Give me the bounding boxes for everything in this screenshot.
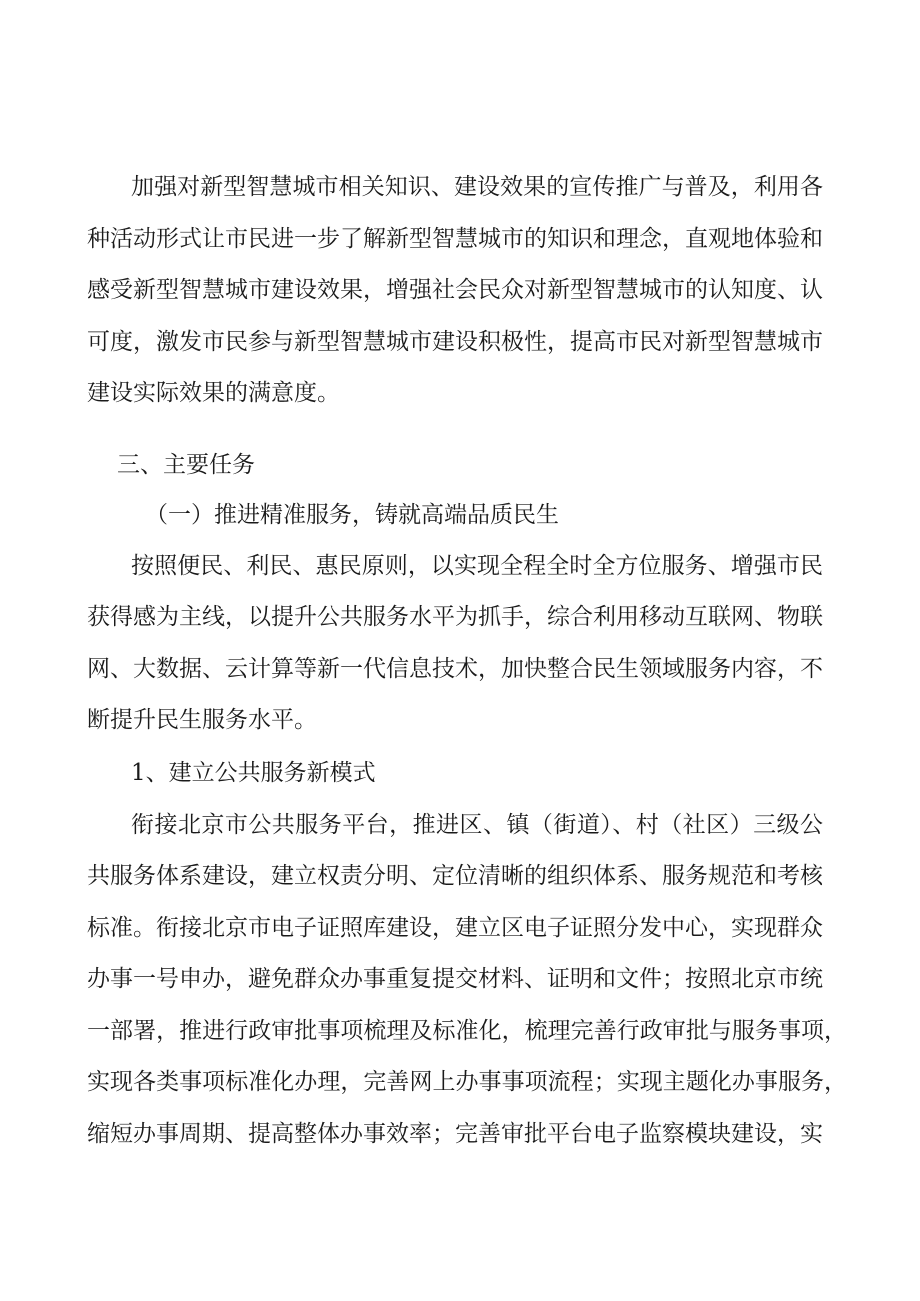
paragraph-line: 可度，激发市民参与新型智慧城市建设积极性，提高市民对新型智慧城市 (87, 329, 823, 355)
paragraph-line: 衔接北京市公共服务平台，推进区、镇（街道）、村（社区）三级公 (131, 812, 823, 838)
paragraph-line: 实现各类事项标准化办理，完善网上办事事项流程；实现主题化办事服务， (87, 1069, 847, 1095)
paragraph-line: 标准。衔接北京市电子证照库建设，建立区电子证照分发中心，实现群众 (87, 915, 823, 941)
paragraph-line: 缩短办事周期、提高整体办事效率；完善审批平台电子监察模块建设，实 (87, 1121, 823, 1147)
paragraph-line: 按照便民、利民、惠民原则，以实现全程全时全方位服务、增强市民 (131, 553, 823, 579)
item-heading: 1、建立公共服务新模式 (131, 760, 376, 786)
paragraph-line: 共服务体系建设，建立权责分明、定位清晰的组织体系、服务规范和考核 (87, 863, 823, 889)
subsection-heading: （一）推进精准服务，铸就高端品质民生 (145, 502, 559, 528)
section-heading: 三、主要任务 (117, 452, 255, 478)
paragraph-line: 断提升民生服务水平。 (87, 707, 317, 733)
paragraph-line: 种活动形式让市民进一步了解新型智慧城市的知识和理念，直观地体验和 (87, 226, 823, 252)
paragraph-line: 一部署，推进行政审批事项梳理及标准化，梳理完善行政审批与服务事项， (87, 1018, 847, 1044)
paragraph-line: 加强对新型智慧城市相关知识、建设效果的宣传推广与普及，利用各 (131, 174, 823, 200)
paragraph-line: 建设实际效果的满意度。 (87, 380, 340, 406)
paragraph-line: 感受新型智慧城市建设效果，增强社会民众对新型智慧城市的认知度、认 (87, 277, 823, 303)
paragraph-line: 获得感为主线，以提升公共服务水平为抓手，综合利用移动互联网、物联 (87, 604, 823, 630)
paragraph-line: 办事一号申办，避免群众办事重复提交材料、证明和文件；按照北京市统 (87, 966, 823, 992)
paragraph-line: 网、大数据、云计算等新一代信息技术，加快整合民生领域服务内容，不 (87, 656, 823, 682)
